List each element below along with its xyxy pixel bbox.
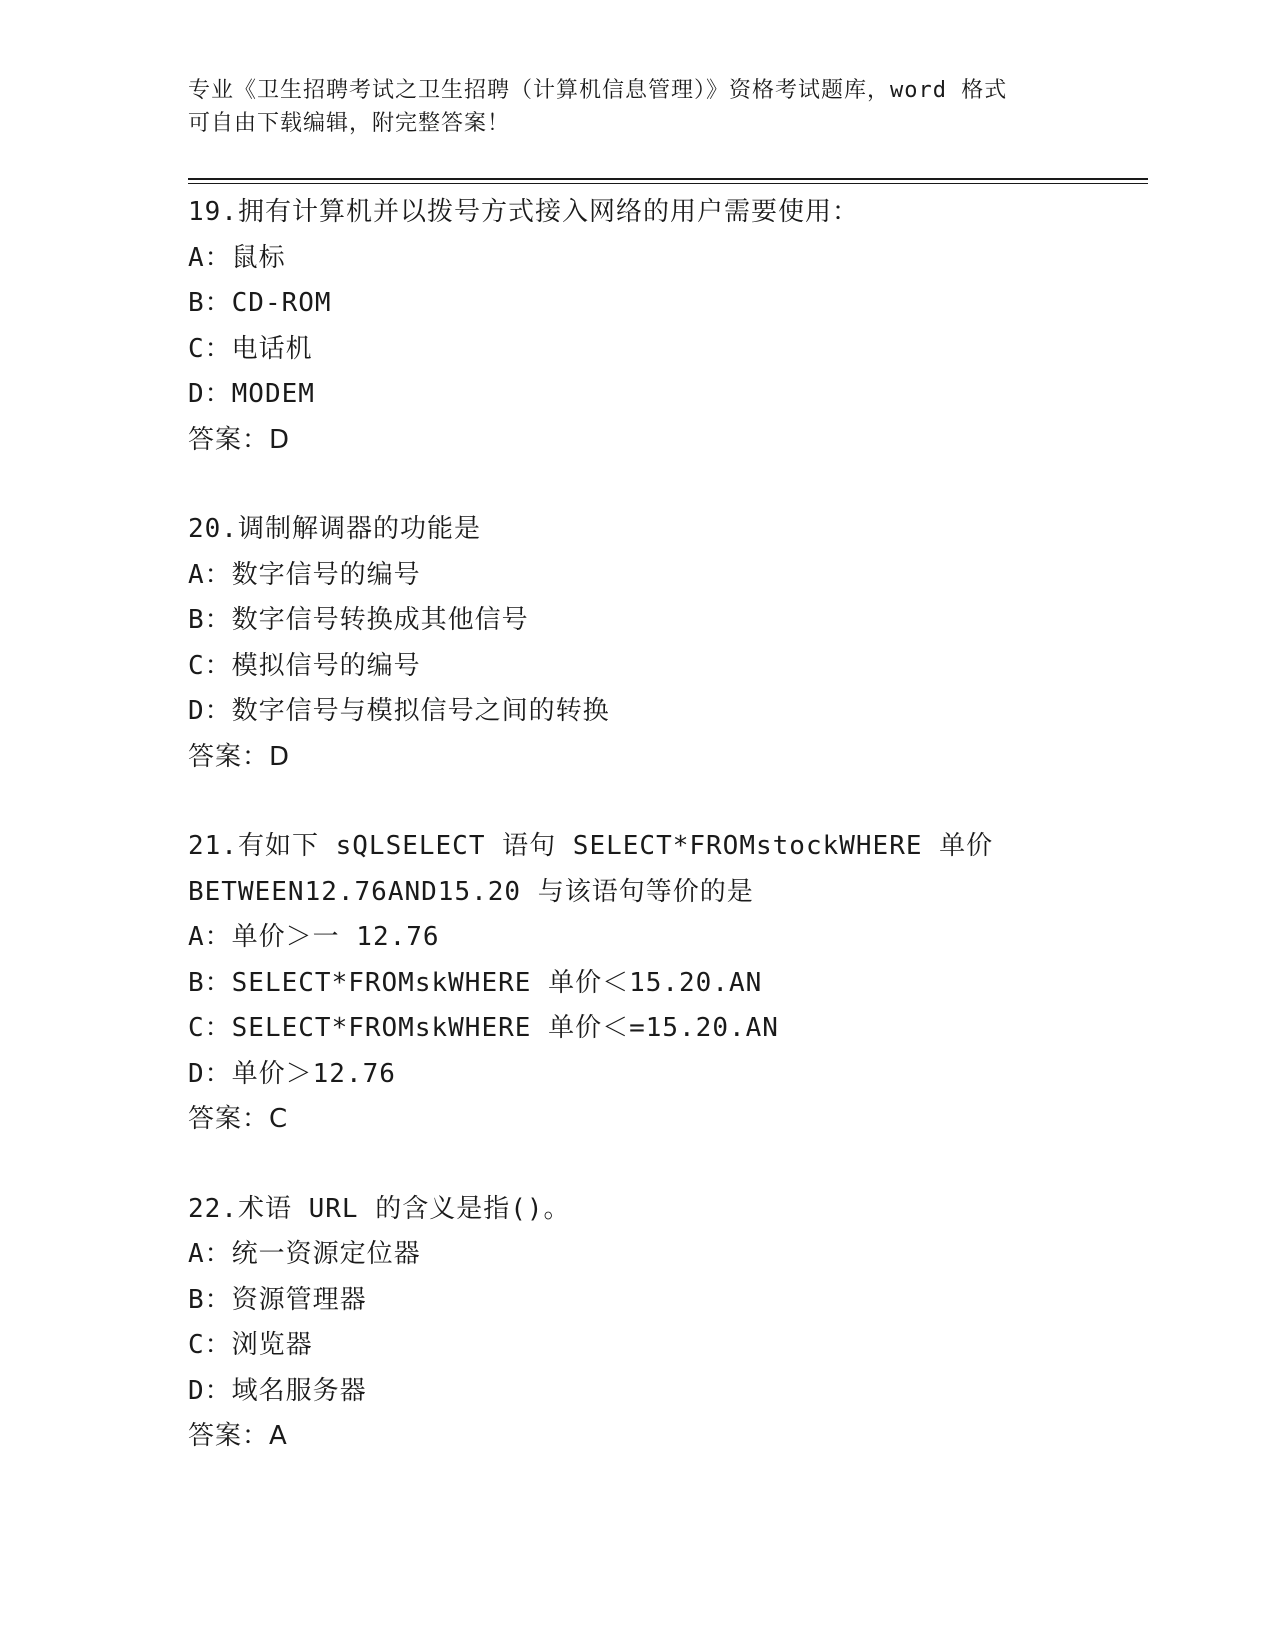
option-a: A：数字信号的编号	[188, 559, 421, 590]
option-b: B：资源管理器	[188, 1284, 367, 1315]
document-header	[188, 74, 1088, 140]
question-stem: 22.术语 URL 的含义是指()。	[188, 1193, 571, 1224]
question-list	[188, 190, 1148, 1504]
option-c: C：模拟信号的编号	[188, 650, 421, 681]
question-19	[188, 190, 1148, 463]
option-d: D：MODEM	[188, 379, 315, 409]
option-b: B：SELECT*FROMskWHERE 单价＜15.20.AN	[188, 967, 763, 998]
question-stem: 19.拥有计算机并以拨号方式接入网络的用户需要使用：	[188, 197, 859, 227]
question-21	[188, 824, 1148, 1143]
option-a: A：统一资源定位器	[188, 1239, 421, 1269]
option-d: D：域名服务器	[188, 1375, 367, 1406]
question-stem: 20.调制解调器的功能是	[188, 514, 481, 544]
question-22	[188, 1187, 1148, 1460]
question-stem: 21.有如下 sQLSELECT 语句 SELECT*FROMstockWHERE 单价	[188, 831, 994, 861]
answer-line: 答案：D	[188, 741, 291, 772]
answer-line: 答案：C	[188, 1104, 289, 1134]
option-c: C：浏览器	[188, 1330, 313, 1360]
answer-line: 答案：A	[188, 1421, 288, 1451]
option-b: B：数字信号转换成其他信号	[188, 605, 529, 635]
header-divider-thin	[188, 183, 1148, 184]
option-d: D：数字信号与模拟信号之间的转换	[188, 696, 610, 726]
header-line-2: 可自由下载编辑，附完整答案！	[188, 111, 511, 136]
option-c: C：SELECT*FROMskWHERE 单价＜=15.20.AN	[188, 1013, 779, 1043]
option-a: A：单价＞一 12.76	[188, 922, 440, 952]
question-20	[188, 507, 1148, 780]
option-d: D：单价＞12.76	[188, 1058, 396, 1089]
header-divider-thick	[188, 178, 1148, 180]
option-a: A：鼠标	[188, 242, 286, 273]
question-stem-continued: BETWEEN12.76AND15.20 与该语句等价的是	[188, 876, 754, 907]
option-b: B：CD-ROM	[188, 288, 332, 318]
option-c: C：电话机	[188, 333, 313, 364]
header-line-1: 专业《卫生招聘考试之卫生招聘（计算机信息管理）》资格考试题库，word 格式	[188, 78, 1008, 103]
answer-line: 答案：D	[188, 424, 291, 455]
